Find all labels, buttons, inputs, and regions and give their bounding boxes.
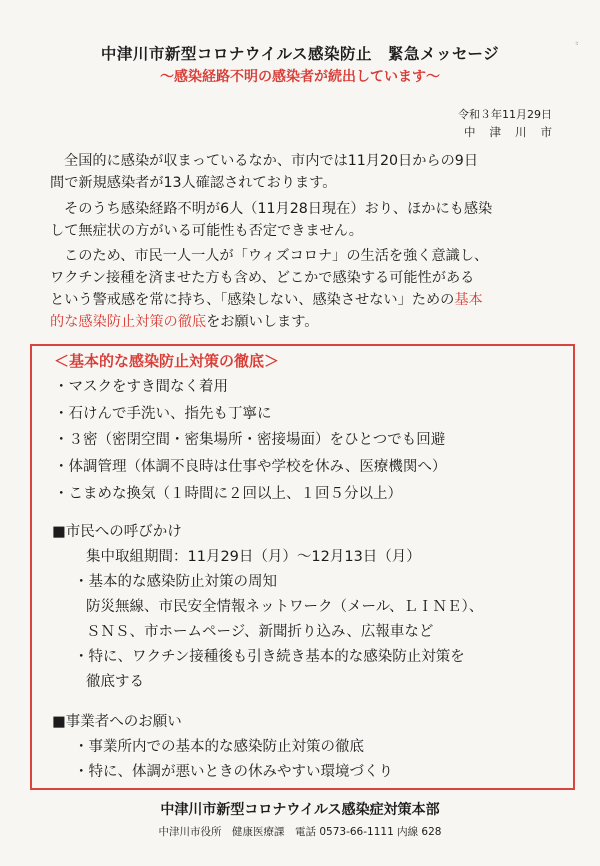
citizens-section <box>52 520 483 695</box>
corner-mark: 〟 <box>574 37 584 47</box>
measure-item: ・こまめな換気（１時間に２回以上、１回５分以上） <box>54 485 402 502</box>
paragraph-3-line-2: ワクチン接種を済ませた方も含め、どこかで感染する可能性がある <box>50 270 475 286</box>
paragraph-3-line-4-text: をお願いします。 <box>206 314 319 330</box>
issue-date: 令和３年11月29日 <box>458 108 552 121</box>
headquarters-name: 中津川市新型コロナウイルス感染症対策本部 <box>160 802 440 818</box>
paragraph-1-line-2: 間で新規感染者が13人確認されております。 <box>50 175 337 191</box>
notice-title: 中津川市新型コロナウイルス感染防止 緊急メッセージ <box>100 45 500 63</box>
citizens-item: ・特に、ワクチン接種後も引き続き基本的な感染防止対策を <box>74 649 465 665</box>
measure-item: ・３密（密閉空間・密集場所・密接場面）をひとつでも回避 <box>54 432 446 449</box>
citizens-heading: ■市民への呼びかけ <box>52 524 182 540</box>
businesses-section <box>52 710 393 785</box>
paragraph-1 <box>50 150 560 194</box>
issuer-name: 中津川市 <box>464 125 566 139</box>
paragraph-3-line-3 <box>50 289 560 311</box>
emphasis-text: 基本 <box>454 292 483 308</box>
paragraph-3-line-3-text: という警戒感を常に持ち、「感染しない、感染させない」ための <box>50 292 455 308</box>
measures-list <box>54 374 569 508</box>
measures-heading: ＜基本的な感染防止対策の徹底＞ <box>54 352 280 370</box>
paragraph-2-line-2: して無症状の方がいる可能性も否定できません。 <box>50 223 363 239</box>
citizens-item-detail: 徹底する <box>86 674 144 690</box>
businesses-heading: ■事業者へのお願い <box>52 714 182 730</box>
paragraph-1-line-1: 全国的に感染が収まっているなか、市内では11月20日からの9日 <box>64 153 479 169</box>
businesses-item: ・事業所内での基本的な感染防止対策の徹底 <box>74 739 364 755</box>
contact-info: 中津川市役所 健康医療課 電話 0573-66-1111 内線 628 <box>158 826 442 838</box>
citizens-item-detail: 防災無線、市民安全情報ネットワーク（メール、ＬＩＮＥ）、 <box>86 599 484 615</box>
measure-item: ・石けんで手洗い、指先も丁寧に <box>54 405 272 422</box>
citizens-item: ・基本的な感染防止対策の周知 <box>74 574 277 590</box>
emphasis-text: 的な感染防止対策の徹底 <box>50 314 207 330</box>
measure-item: ・マスクをすき間なく着用 <box>54 379 228 395</box>
notice-subtitle: ～感染経路不明の感染者が続出しています～ <box>160 69 440 85</box>
paragraph-3-line-4 <box>50 311 560 333</box>
campaign-period: 集中取組期間：11月29日（月）～12月13日（月） <box>86 549 421 565</box>
paragraph-3-line-1: このため、市民一人一人が「ウィズコロナ」の生活を強く意識し、 <box>64 248 489 264</box>
paragraph-2-line-1: そのうち感染経路不明が6人（11月28日現在）おり、ほかにも感染 <box>64 201 493 217</box>
businesses-item: ・特に、体調が悪いときの休みやすい環境づくり <box>74 764 393 780</box>
paragraph-3 <box>50 245 560 333</box>
paragraph-2 <box>50 198 560 242</box>
citizens-item-detail: ＳＮＳ、市ホームページ、新聞折り込み、広報車など <box>86 624 434 640</box>
measure-item: ・体調管理（体調不良時は仕事や学校を休み、医療機関へ） <box>54 459 447 476</box>
